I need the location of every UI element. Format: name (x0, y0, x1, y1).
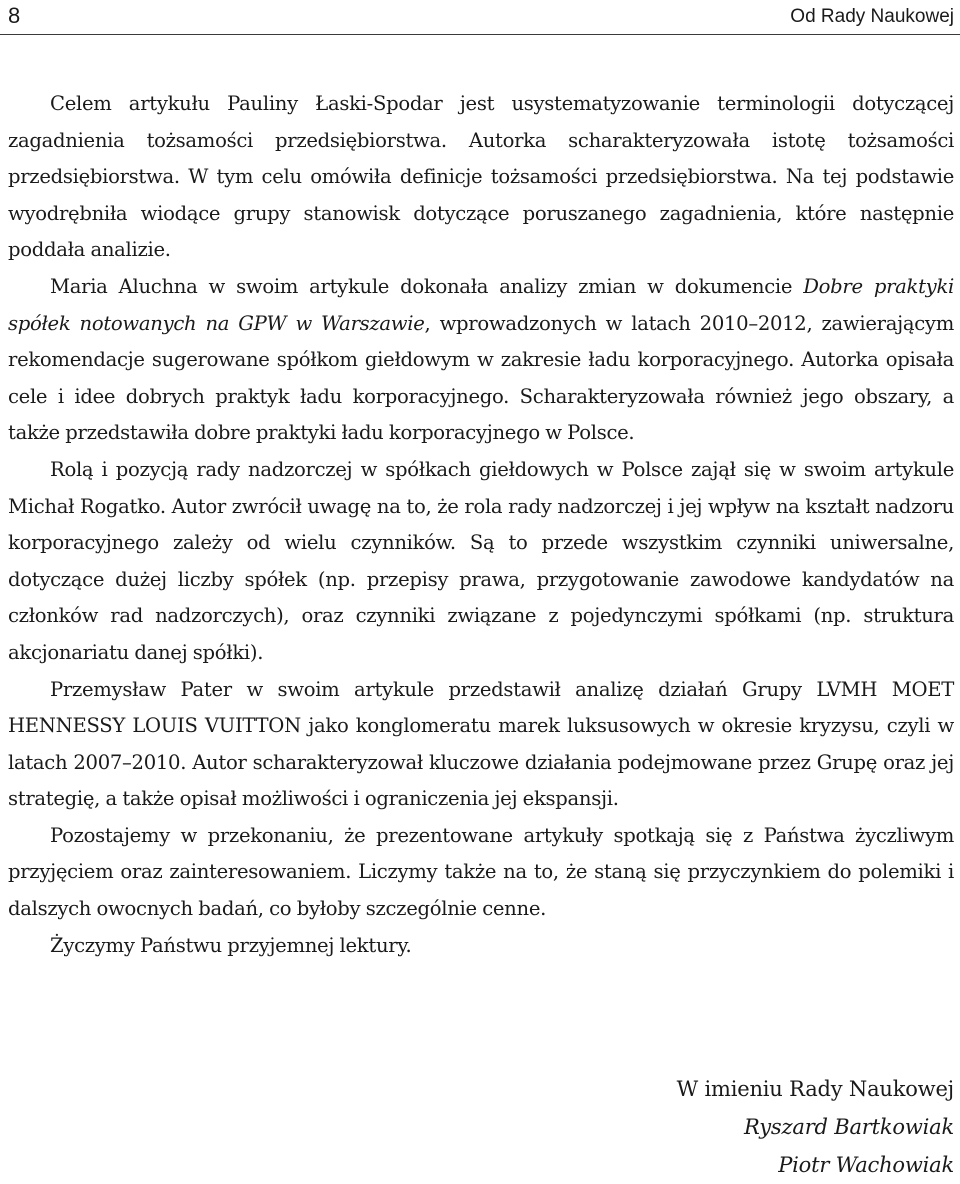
paragraph-closing: Pozostajemy w przekonaniu, że prezentowane artykuły spotkają się z Państwa życzliwym przyjęciem oraz zainteresowaniem. Liczymy także na to, że staną się przyczynkiem do polemiki i dalszych owocnych badań, co byłoby szczególnie cenne. (8, 823, 954, 921)
paragraph-aluchna-rest: , wprowadzonych w latach 2010–2012, zawierającym rekomendacje sugerowane spółkom giełdowym w zakresie ładu korporacyjnego. Autorka opisała cele i idee dobrych praktyk ładu korporacyjnego. Scharakteryzowała również jego obszary, a także przedstawiła dobre praktyki ładu korporacyjnego w Polsce. (8, 311, 954, 445)
paragraph-intro-laska-spodar: Celem artykułu Pauliny Łaski-Spodar jest usystematyzowanie terminologii dotyczącej zagadnienia tożsamości przedsiębiorstwa. Autorka scharakteryzowała istotę tożsamości przedsiębiorstwa. W tym celu omówiła definicje tożsamości przedsiębiorstwa. Na tej podstawie wyodrębniła wiodące grupy stanowisk dotyczące poruszanego zagadnienia, które następnie poddała analizie. (8, 92, 954, 262)
document-title: Dobre praktyki spółek notowanych na GPW w Warszawie (8, 274, 954, 335)
running-title: Od Rady Naukowej (790, 6, 954, 27)
page-number: 8 (8, 3, 21, 28)
page-header (0, 0, 960, 35)
article-body (8, 86, 954, 964)
paragraph-aluchna-lead: Maria Aluchna w swoim artykule dokonała analizy zmian w dokumencie (50, 274, 804, 298)
paragraph-pater: Przemysław Pater w swoim artykule przedstawił analizę działań Grupy LVMH MOET HENNESSY LOUIS VUITTON jako konglomeratu marek luksusowych w okresie kryzysu, czyli w latach 2007–2010. Autor scharakteryzował kluczowe działania podejmowane przez Grupę oraz jej strategię, a także opisał możliwości i ograniczenia jej ekspansji. (8, 677, 954, 811)
signature-block (677, 1070, 954, 1184)
paragraph-wishes: Życzymy Państwu przyjemnej lektury. (50, 933, 412, 957)
signature-name-wachowiak: Piotr Wachowiak (778, 1153, 954, 1177)
paragraph-rogatko: Rolą i pozycją rady nadzorczej w spółkach giełdowych w Polsce zajął się w swoim artykule Michał Rogatko. Autor zwrócił uwagę na to, że rola rady nadzorczej i jej wpływ na kształt nadzoru korporacyjnego zależy od wielu czynników. Są to przede wszystkim czynniki uniwersalne, dotyczące dużej liczby spółek (np. przepisy prawa, przygotowanie zawodowe kandydatów na członków rad nadzorczych), oraz czynniki związane z pojedynczymi spółkami (np. struktura akcjonariatu danej spółki). (8, 457, 954, 664)
signature-name-bartkowiak: Ryszard Bartkowiak (744, 1115, 954, 1139)
signature-salutation: W imieniu Rady Naukowej (676, 1077, 954, 1101)
paragraph-aluchna (8, 269, 954, 452)
